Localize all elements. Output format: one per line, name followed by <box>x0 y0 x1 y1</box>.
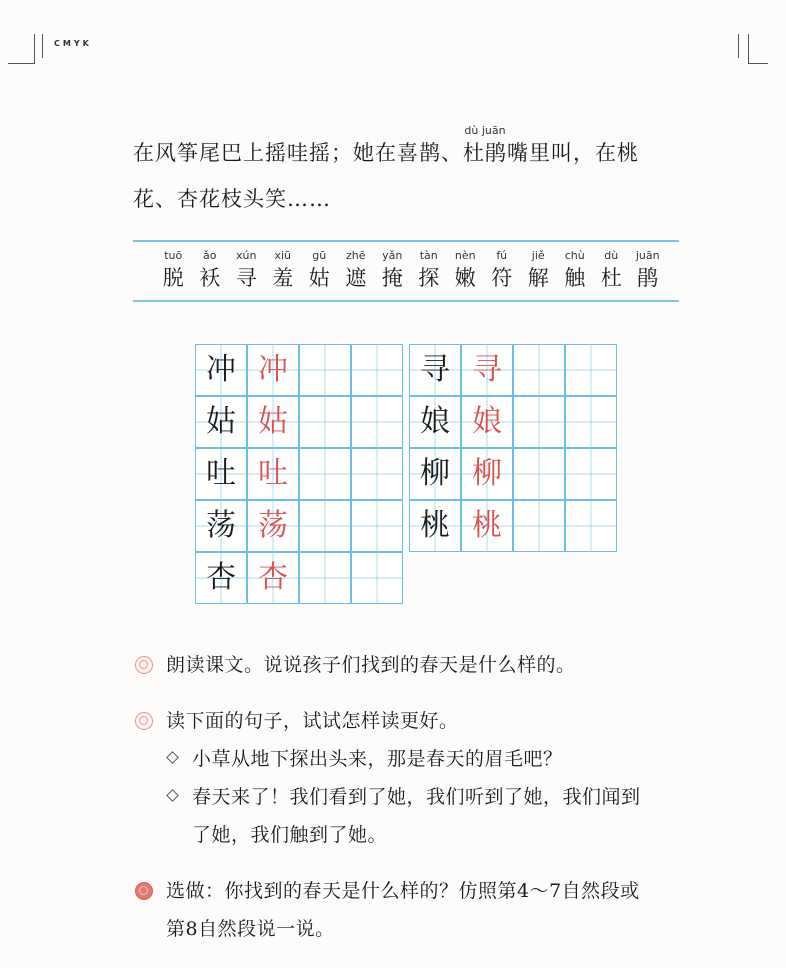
vocab-pinyin: dù <box>604 249 619 262</box>
vocab-pinyin: ǎo <box>203 249 217 262</box>
grid-empty-cell <box>513 448 565 500</box>
grid-model-char: 荡 <box>195 500 247 552</box>
crop-mark-top-right-h <box>748 63 768 64</box>
vocab-pinyin: nèn <box>454 249 476 262</box>
diamond-bullet-icon <box>166 751 179 764</box>
vocab-char <box>484 248 521 292</box>
vocab-char <box>265 248 302 292</box>
vocab-hanzi: 脱 <box>162 266 184 290</box>
vocab-hanzi: 鹃 <box>637 266 659 290</box>
vocab-hanzi: 探 <box>418 266 440 290</box>
cmyk-label: CMYK <box>54 39 92 48</box>
grid-trace-char: 桃 <box>461 500 513 552</box>
vocab-char <box>338 248 375 292</box>
vocab-hanzi: 姑 <box>308 266 330 290</box>
grid-model-char: 姑 <box>195 396 247 448</box>
vocab-char <box>301 248 338 292</box>
vocab-pinyin: tàn <box>419 249 438 262</box>
vocab-hanzi: 杜 <box>600 266 622 290</box>
grid-trace-char: 娘 <box>461 396 513 448</box>
grid-empty-cell <box>299 448 351 500</box>
ruby-pinyin: dù juān <box>464 124 506 137</box>
vocab-pinyin: zhē <box>345 249 366 262</box>
grid-model-char: 杏 <box>195 552 247 604</box>
vocab-char <box>630 248 667 292</box>
vocab-hanzi: 寻 <box>235 266 257 290</box>
crop-mark-top-right-v <box>738 34 739 58</box>
vocab-hanzi: 袄 <box>199 266 221 290</box>
textbook-page: CMYK 在风筝尾巴上摇哇摇；她在喜鹊、 dù juān 杜鹃嘴里叫，在桃 花、杏花枝头笑…… tuō 脱 ǎo 袄 xún 寻 xiū 羞 gū 姑 zhē 遮 yǎn 掩 tàn 探 nèn 嫩 fú 符 jiě 解 chù 触 dù 杜 juān 鹃 冲 冲 姑 姑 吐 吐 荡 荡 杏 杏 寻 寻 娘 娘 柳 柳 桃 桃 朗读课文。说说孩子们找到的春天是什么样的。 读下面的句子，试试怎样读更好。 小草从地下探出头来，那是春天的眉毛吧？ 春天来了！我们看到了她，我们听到了她，我们闻到 了她，我们触到了她。 选做：你找到的春天是什么样的？仿照第4～7自然段或 第8自然段说一说。 <box>0 0 786 968</box>
grid-empty-cell <box>351 344 403 396</box>
grid-trace-char: 荡 <box>247 500 299 552</box>
vocab-char <box>228 248 265 292</box>
vocabulary-row <box>155 248 666 292</box>
grid-empty-cell <box>513 396 565 448</box>
diamond-bullet-icon <box>166 789 179 802</box>
vocab-hanzi: 羞 <box>272 266 294 290</box>
grid-model-char: 桃 <box>409 500 461 552</box>
grid-empty-cell <box>565 448 617 500</box>
vocab-char <box>411 248 448 292</box>
grid-trace-char: 吐 <box>247 448 299 500</box>
vocab-pinyin: yǎn <box>382 249 403 262</box>
vocab-pinyin: jiě <box>531 249 545 262</box>
vocab-hanzi: 遮 <box>345 266 367 290</box>
grid-model-char: 柳 <box>409 448 461 500</box>
grid-empty-cell <box>351 552 403 604</box>
vocab-char <box>155 248 192 292</box>
vocab-pinyin: fú <box>496 249 508 262</box>
vocab-char <box>557 248 594 292</box>
vocab-char <box>520 248 557 292</box>
vocabulary-band <box>133 240 679 302</box>
exercise-filled-circle-icon <box>135 882 153 900</box>
grid-empty-cell <box>299 500 351 552</box>
grid-empty-cell <box>299 552 351 604</box>
ruby-word-dujuan: dù juān 杜鹃 <box>463 130 507 176</box>
grid-model-char: 寻 <box>409 344 461 396</box>
passage-line-2: 花、杏花枝头笑…… <box>133 187 331 211</box>
exercise-3-line-1: 选做：你找到的春天是什么样的？仿照第4～7自然段或 <box>166 880 640 902</box>
vocab-hanzi: 嫩 <box>454 266 476 290</box>
vocab-char <box>447 248 484 292</box>
vocab-pinyin: gū <box>312 249 327 262</box>
crop-mark-top-left-h <box>8 63 34 64</box>
exercise-circle-icon <box>135 656 153 674</box>
vocab-hanzi: 掩 <box>381 266 403 290</box>
grid-model-char: 冲 <box>195 344 247 396</box>
vocab-pinyin: xiū <box>274 249 292 262</box>
grid-empty-cell <box>565 500 617 552</box>
vocab-hanzi: 解 <box>527 266 549 290</box>
exercise-circle-icon <box>135 712 153 730</box>
crop-mark-top-right-v2 <box>748 34 749 64</box>
exercise-2-text: 读下面的句子，试试怎样读更好。 <box>166 710 459 732</box>
grid-trace-char: 冲 <box>247 344 299 396</box>
grid-empty-cell <box>565 396 617 448</box>
grid-empty-cell <box>351 448 403 500</box>
vocab-char <box>374 248 411 292</box>
grid-trace-char: 柳 <box>461 448 513 500</box>
crop-mark-top-left-v <box>34 34 35 64</box>
grid-trace-char: 杏 <box>247 552 299 604</box>
grid-empty-cell <box>299 396 351 448</box>
vocab-hanzi: 触 <box>564 266 586 290</box>
vocab-hanzi: 符 <box>491 266 513 290</box>
grid-empty-cell <box>513 344 565 396</box>
grid-model-char: 娘 <box>409 396 461 448</box>
exercise-3-line-2: 第8自然段说一说。 <box>166 918 335 940</box>
grid-empty-cell <box>565 344 617 396</box>
vocab-pinyin: chù <box>564 249 585 262</box>
vocab-char <box>593 248 630 292</box>
grid-empty-cell <box>351 396 403 448</box>
vocab-pinyin: tuō <box>164 249 183 262</box>
vocab-pinyin: xún <box>236 249 257 262</box>
grid-empty-cell <box>351 500 403 552</box>
grid-trace-char: 姑 <box>247 396 299 448</box>
crop-mark-top-left-v2 <box>42 34 43 58</box>
passage-text <box>133 124 693 222</box>
passage-line-1: 在风筝尾巴上摇哇摇；她在喜鹊、 dù juān 杜鹃嘴里叫，在桃 <box>133 130 693 176</box>
grid-empty-cell <box>513 500 565 552</box>
vocab-char <box>192 248 229 292</box>
grid-model-char: 吐 <box>195 448 247 500</box>
exercise-1-text: 朗读课文。说说孩子们找到的春天是什么样的。 <box>166 654 576 676</box>
grid-trace-char: 寻 <box>461 344 513 396</box>
grid-empty-cell <box>299 344 351 396</box>
vocab-pinyin: juān <box>635 249 660 262</box>
